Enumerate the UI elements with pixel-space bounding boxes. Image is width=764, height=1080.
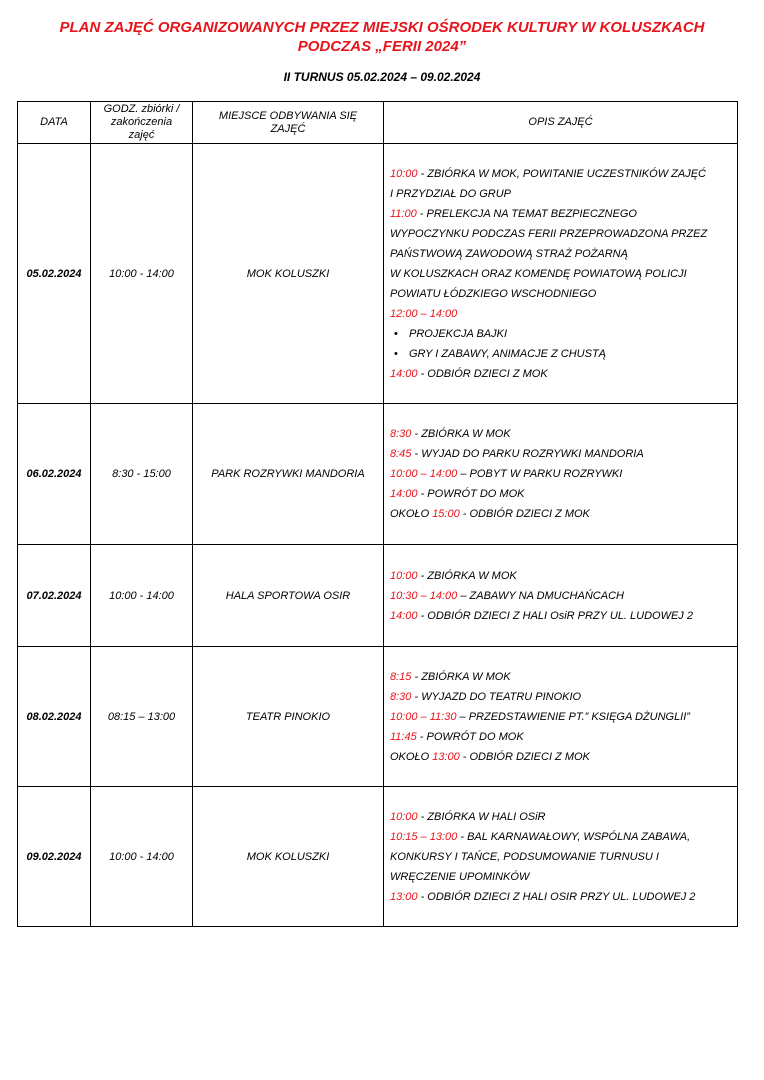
row-place: MOK KOLUSZKI (193, 787, 384, 927)
line-text: - ODBIÓR DZIECI Z HALI OsiR PRZY UL. LUDOWEJ 2 (417, 609, 693, 622)
description-line (390, 344, 731, 364)
line-text: - ZBIÓRKA W HALI OSiR (417, 810, 546, 823)
line-time: 10:15 – 13:00 (390, 830, 458, 843)
description-line (390, 827, 731, 847)
line-text: KONKURSY I TAŃCE, PODSUMOWANIE TURNUSU I (390, 850, 659, 863)
line-text: - WYJAZD DO TEATRU PINOKIO (411, 690, 582, 703)
document-title-line1: PLAN ZAJĘĆ ORGANIZOWANYCH PRZEZ MIEJSKI OŚRODEK KULTURY W KOLUSZKACH (59, 19, 705, 36)
line-time: 14:00 (390, 609, 418, 622)
description-line (390, 464, 731, 484)
table-row (18, 144, 738, 404)
description-line (390, 284, 731, 304)
description-line (390, 324, 731, 344)
description-line (390, 244, 731, 264)
description-line (390, 887, 731, 907)
line-time: 11:45 (390, 730, 417, 743)
description-line (390, 444, 731, 464)
line-time: 10:00 (390, 810, 418, 823)
table-row (18, 545, 738, 647)
row-description (384, 647, 738, 787)
header-description: OPIS ZAJĘĆ (384, 102, 738, 144)
table-header-row (18, 102, 738, 144)
line-text: PAŃSTWOWĄ ZAWODOWĄ STRAŻ POŻARNĄ (390, 247, 628, 260)
description-line (390, 204, 731, 224)
line-time: 15:00 (432, 508, 460, 520)
line-time: 8:45 (390, 448, 412, 460)
table-row (18, 787, 738, 927)
row-date: 05.02.2024 (18, 144, 91, 404)
line-text: PROJEKCJA BAJKI (409, 327, 508, 340)
description-line (390, 586, 731, 606)
line-time: 13:00 (390, 890, 418, 903)
description-line (390, 867, 731, 887)
description-line (390, 707, 731, 727)
description-line (390, 606, 731, 626)
row-description (384, 545, 738, 647)
line-time: 10:00 – 14:00 (390, 468, 458, 480)
line-text: – POBYT W PARKU ROZRYWKI (457, 468, 623, 480)
line-text: GRY I ZABAWY, ANIMACJE Z CHUSTĄ (409, 347, 607, 360)
bullet-icon: • (394, 347, 398, 360)
line-time: 10:00 (390, 569, 418, 582)
row-hours: 10:00 - 14:00 (91, 545, 193, 647)
line-prefix: OKOŁO (390, 508, 433, 520)
line-text: - ODBIÓR DZIECI Z MOK (459, 508, 590, 520)
row-date: 09.02.2024 (18, 787, 91, 927)
line-text: - POWRÓT DO MOK (417, 488, 525, 500)
line-text: - ZBIÓRKA W MOK (411, 428, 511, 440)
description-line (390, 727, 731, 747)
row-hours: 08:15 – 13:00 (91, 647, 193, 787)
row-place: HALA SPORTOWA OSIR (193, 545, 384, 647)
document-title-line2: PODCZAS „FERII 2024” (297, 38, 467, 55)
line-text: POWIATU ŁÓDZKIEGO WSCHODNIEGO (390, 287, 597, 300)
line-time: 10:00 (390, 167, 418, 180)
table-row (18, 647, 738, 787)
turnus-heading: II TURNUS 05.02.2024 – 09.02.2024 (283, 70, 481, 84)
line-text: - PRELEKCJA NA TEMAT BEZPIECZNEGO (416, 207, 637, 220)
description-line (390, 364, 731, 384)
description-line (390, 667, 731, 687)
description-line (390, 424, 731, 444)
line-time: 8:30 (390, 690, 412, 703)
line-text: - WYJAD DO PARKU ROZRYWKI MANDORIA (411, 448, 644, 460)
line-time: 10:30 – 14:00 (390, 589, 458, 602)
description-line (390, 264, 731, 284)
header-hours: GODZ. zbiórki / zakończenia zajęć (91, 102, 193, 144)
description-line (390, 304, 731, 324)
row-place: TEATR PINOKIO (193, 647, 384, 787)
line-time: 10:00 – 11:30 (390, 710, 457, 723)
row-date: 07.02.2024 (18, 545, 91, 647)
line-text: - ODBIÓR DZIECI Z HALI OSIR PRZY UL. LUDOWEJ 2 (417, 890, 696, 903)
line-time: 13:00 (432, 750, 460, 763)
row-description (384, 404, 738, 545)
description-line (390, 566, 731, 586)
line-time: 11:00 (390, 207, 417, 220)
row-hours: 10:00 - 14:00 (91, 144, 193, 404)
line-text: - ZBIÓRKA W MOK (411, 670, 511, 683)
header-date: DATA (18, 102, 91, 144)
line-time: 12:00 – 14:00 (390, 307, 458, 320)
description-line (390, 807, 731, 827)
line-text: W KOLUSZKACH ORAZ KOMENDĘ POWIATOWĄ POLICJI (390, 267, 687, 280)
row-place: MOK KOLUSZKI (193, 144, 384, 404)
line-time: 14:00 (390, 367, 418, 380)
line-text: WRĘCZENIE UPOMINKÓW (390, 870, 530, 883)
line-text: I PRZYDZIAŁ DO GRUP (390, 187, 512, 200)
header-place: MIEJSCE ODBYWANIA SIĘ ZAJĘĆ (193, 102, 384, 144)
row-date: 08.02.2024 (18, 647, 91, 787)
line-text: - POWRÓT DO MOK (416, 730, 524, 743)
description-line (390, 224, 731, 244)
line-prefix: OKOŁO (390, 750, 433, 763)
line-text: - BAL KARNAWAŁOWY, WSPÓLNA ZABAWA, (457, 830, 691, 843)
description-line (390, 847, 731, 867)
description-line (390, 164, 731, 184)
line-text: – ZABAWY NA DMUCHAŃCACH (457, 589, 624, 602)
description-line (390, 484, 731, 504)
line-text: – PRZEDSTAWIENIE PT.” KSIĘGA DŻUNGLII” (456, 710, 690, 723)
line-text: - ZBIÓRKA W MOK, POWITANIE UCZESTNIKÓW ZAJĘĆ (417, 167, 706, 180)
line-time: 14:00 (390, 488, 418, 500)
schedule-table (17, 101, 738, 927)
row-hours: 10:00 - 14:00 (91, 787, 193, 927)
description-line (390, 504, 731, 524)
line-time: 8:30 (390, 428, 412, 440)
line-text: - ZBIÓRKA W MOK (417, 569, 517, 582)
description-line (390, 184, 731, 204)
bullet-icon: • (394, 327, 398, 340)
row-description (384, 787, 738, 927)
row-description (384, 144, 738, 404)
description-line (390, 687, 731, 707)
row-date: 06.02.2024 (18, 404, 91, 545)
line-time: 8:15 (390, 670, 412, 683)
line-text: WYPOCZYNKU PODCZAS FERII PRZEPROWADZONA PRZEZ (390, 227, 708, 240)
line-text: - ODBIÓR DZIECI Z MOK (417, 367, 548, 380)
description-line (390, 747, 731, 767)
row-hours: 8:30 - 15:00 (91, 404, 193, 545)
table-row (18, 404, 738, 545)
row-place: PARK ROZRYWKI MANDORIA (193, 404, 384, 545)
line-text: - ODBIÓR DZIECI Z MOK (459, 750, 590, 763)
